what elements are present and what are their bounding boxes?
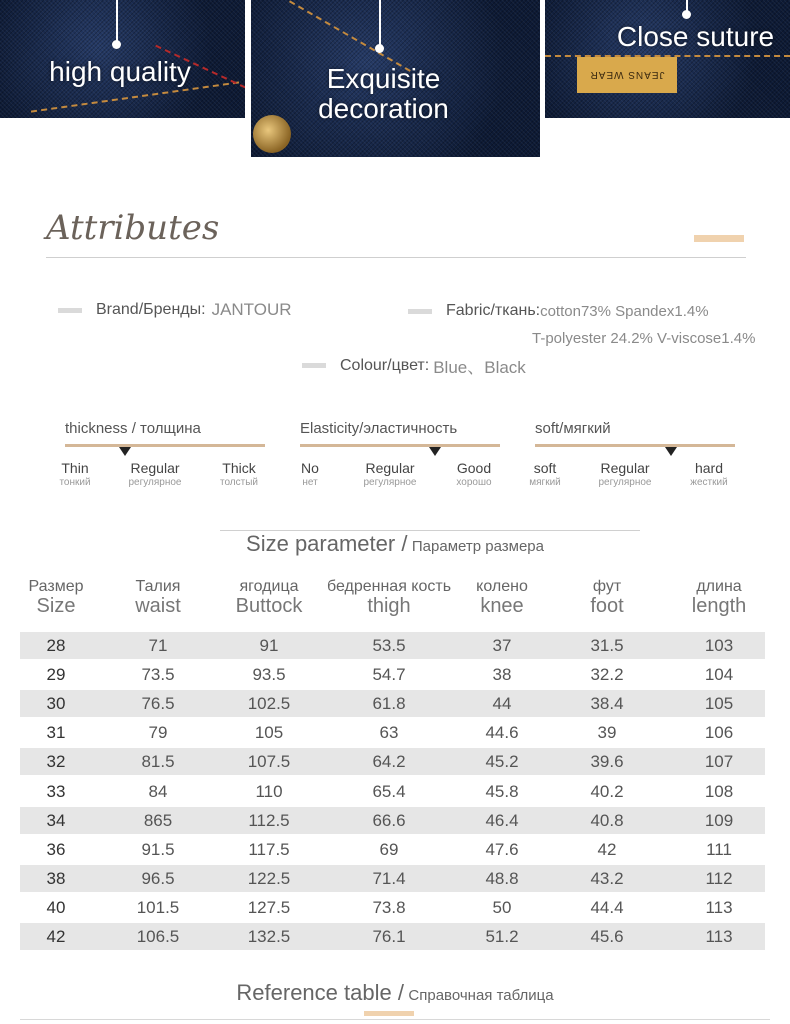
- table-cell: 65.4: [372, 781, 406, 801]
- scale-option-ru: нет: [302, 477, 318, 488]
- table-cell: 108: [704, 781, 734, 801]
- table-row: [20, 836, 765, 863]
- table-cell: 39.6: [590, 752, 624, 772]
- table-cell: 38: [492, 665, 512, 685]
- table-row: [20, 632, 765, 659]
- scale-option-en: Thin: [61, 460, 89, 476]
- scale-option-ru: регулярное: [363, 477, 417, 488]
- size-cell: 42: [46, 927, 66, 946]
- scale-marker-icon: [119, 447, 131, 456]
- table-row: [20, 719, 765, 746]
- scale-option-en: No: [301, 460, 319, 476]
- size-cell: 34: [46, 810, 66, 830]
- table-cell: 44.6: [485, 723, 519, 743]
- scale-option: [345, 460, 435, 488]
- size-cell: 29: [46, 665, 66, 685]
- scale-title: Elasticity/эластичность: [300, 420, 458, 437]
- table-cell: 122.5: [247, 868, 291, 888]
- table-cell: 69: [379, 839, 399, 859]
- table-cell: 76.5: [141, 694, 175, 714]
- scale-option-en: soft: [533, 460, 557, 476]
- reference-title-en: Reference table /: [236, 980, 404, 1005]
- table-cell: 106.5: [136, 927, 180, 946]
- scale-option-ru: толстый: [220, 477, 258, 488]
- column-header: [199, 578, 339, 618]
- table-cell: 40.8: [590, 810, 624, 830]
- table-cell: 38.4: [590, 694, 624, 714]
- table-cell: 105: [704, 694, 734, 714]
- column-header-ru: бедренная кость: [326, 578, 452, 595]
- scale-option-en: Regular: [365, 460, 415, 476]
- table-cell: 47.6: [485, 839, 519, 859]
- bullet-dash: [58, 308, 82, 313]
- scale-marker-icon: [429, 447, 441, 456]
- table-cell: 93.5: [252, 665, 286, 685]
- table-cell: 40.2: [590, 781, 624, 801]
- attributes-heading: Attributes: [46, 208, 220, 248]
- table-cell: 112.5: [248, 810, 290, 830]
- divider: [46, 257, 746, 258]
- brand-value: JANTOUR: [211, 300, 292, 319]
- jeans-wear-patch: JEANS WEAR: [577, 57, 677, 93]
- fabric-value: cotton73% Spandex1.4%: [540, 302, 709, 320]
- table-cell: 51.2: [485, 927, 519, 946]
- brand-label: Brand/Бренды:: [96, 301, 206, 318]
- column-header-ru: длина: [696, 578, 742, 595]
- photo-caption: [271, 64, 496, 124]
- table-cell: 110: [255, 781, 283, 801]
- table-cell: 127.5: [247, 897, 291, 917]
- fabric-label: Fabric/ткань:: [446, 302, 541, 319]
- table-cell: 117.5: [248, 839, 290, 859]
- table-cell: 102.5: [247, 694, 291, 714]
- scale-3: [529, 420, 735, 500]
- table-cell: 84: [148, 781, 168, 801]
- size-parameter-heading: [0, 531, 790, 557]
- table-row: [20, 778, 765, 805]
- table-cell: 46.4: [485, 810, 519, 830]
- table-cell: 104: [704, 665, 734, 685]
- table-cell: 96.5: [141, 868, 175, 888]
- table-cell: 42: [597, 839, 617, 859]
- table-cell: 44: [492, 694, 512, 714]
- scale-option-en: Regular: [600, 460, 650, 476]
- table-cell: 91: [259, 636, 279, 655]
- table-cell: 79: [148, 723, 168, 743]
- column-header-en: waist: [135, 595, 181, 617]
- bullet-dash: [408, 309, 432, 314]
- scale-option: [500, 460, 590, 488]
- table-cell: 31.5: [590, 636, 624, 655]
- column-header-ru: колено: [476, 578, 528, 595]
- table-row: [20, 748, 765, 775]
- table-cell: 45.8: [485, 781, 519, 801]
- reference-table-heading: [0, 980, 790, 1006]
- column-header-ru: Талия: [135, 578, 181, 595]
- scale-title: soft/мягкий: [535, 420, 611, 437]
- scale-line: [65, 444, 265, 447]
- table-cell: 64.2: [372, 752, 406, 772]
- table-cell: 45.6: [590, 927, 624, 946]
- column-header-en: Buttock: [235, 595, 303, 617]
- table-row: [20, 807, 765, 834]
- column-header: [649, 578, 789, 618]
- brand-row: [58, 300, 292, 320]
- table-cell: 111: [706, 839, 732, 859]
- size-cell: 38: [46, 868, 66, 888]
- table-row: [20, 865, 765, 892]
- table-cell: 66.6: [372, 810, 406, 830]
- table-cell: 105: [254, 723, 284, 743]
- scale-line: [300, 444, 500, 447]
- divider: [20, 1019, 770, 1020]
- heading-accent: [364, 1011, 414, 1016]
- size-cell: 30: [46, 694, 66, 714]
- scale-option-en: Good: [456, 460, 492, 476]
- column-header-ru: ягодица: [239, 578, 299, 595]
- size-title-en: Size parameter /: [246, 531, 408, 556]
- scale-2: [300, 420, 500, 500]
- table-cell: 71: [148, 636, 168, 655]
- table-cell: 107: [704, 752, 734, 772]
- photo-caption: high quality: [49, 56, 191, 87]
- scale-option: [30, 460, 120, 488]
- size-cell: 31: [46, 723, 66, 743]
- scale-option: [580, 460, 670, 488]
- size-cell: 32: [46, 752, 66, 772]
- scale-title: thickness / толщина: [65, 420, 201, 437]
- heading-accent: [694, 235, 744, 242]
- table-cell: 48.8: [485, 868, 519, 888]
- scale-option-en: hard: [694, 460, 724, 476]
- colour-value: Blue、Black: [433, 358, 526, 377]
- scale-option-ru: регулярное: [128, 477, 182, 488]
- table-cell: 50: [492, 897, 512, 917]
- table-cell: 73.8: [372, 897, 406, 917]
- table-row: [20, 690, 765, 717]
- column-header-en: foot: [590, 595, 624, 617]
- scale-1: [59, 420, 265, 500]
- table-cell: 44.4: [590, 897, 624, 917]
- table-cell: 109: [704, 810, 734, 830]
- photo-close-suture: [545, 0, 790, 118]
- table-cell: 37: [492, 636, 512, 655]
- column-header-ru: фут: [592, 578, 622, 595]
- table-cell: 39: [597, 723, 617, 743]
- size-cell: 28: [46, 636, 66, 655]
- scale-option-ru: хорошо: [456, 477, 492, 488]
- table-cell: 61.8: [372, 694, 406, 714]
- table-cell: 113: [705, 927, 733, 946]
- table-cell: 107.5: [247, 752, 291, 772]
- table-cell: 81.5: [141, 752, 175, 772]
- table-cell: 106: [704, 723, 734, 743]
- scale-option: [265, 460, 355, 488]
- caption-line-1: Exquisite: [326, 63, 441, 94]
- column-header-en: Size: [36, 595, 76, 617]
- bullet-dash: [302, 363, 326, 368]
- table-row: [20, 923, 765, 950]
- table-cell: 76.1: [372, 927, 406, 946]
- scale-line: [535, 444, 735, 447]
- table-cell: 71.4: [372, 868, 406, 888]
- scale-option-en: Regular: [130, 460, 180, 476]
- table-cell: 63: [379, 723, 399, 743]
- scale-option-en: Thick: [222, 460, 256, 476]
- size-cell: 36: [46, 839, 66, 859]
- table-cell: 54.7: [372, 665, 406, 685]
- colour-label: Colour/цвет:: [340, 356, 430, 374]
- size-cell: 33: [46, 781, 66, 801]
- table-cell: 132.5: [247, 927, 291, 946]
- scale-option-ru: жесткий: [690, 477, 728, 488]
- fabric-row: [408, 302, 709, 320]
- fabric-value-line-2: T-polyester 24.2% V-viscose1.4%: [532, 330, 756, 347]
- column-header-en: knee: [480, 595, 524, 617]
- table-cell: 43.2: [590, 868, 624, 888]
- reference-title-ru: Справочная таблица: [408, 987, 554, 1004]
- table-cell: 112: [705, 868, 733, 888]
- scale-marker-icon: [665, 447, 677, 456]
- column-header-en: thigh: [367, 595, 411, 617]
- table-cell: 113: [705, 897, 733, 917]
- scale-option: [664, 460, 754, 488]
- table-cell: 101.5: [136, 897, 180, 917]
- scale-option-ru: регулярное: [598, 477, 652, 488]
- photo-band: [0, 0, 790, 160]
- table-cell: 53.5: [372, 636, 406, 655]
- photo-exquisite-decoration: [251, 0, 540, 157]
- caption-line-2: decoration: [318, 93, 449, 124]
- colour-row: [302, 353, 526, 378]
- size-cell: 40: [46, 897, 66, 917]
- table-cell: 865: [143, 810, 173, 830]
- column-header-en: length: [691, 595, 747, 617]
- scale-option-ru: мягкий: [529, 477, 561, 488]
- table-row: [20, 661, 765, 688]
- table-cell: 103: [704, 636, 734, 655]
- scale-option-ru: тонкий: [59, 477, 91, 488]
- size-title-ru: Параметр размера: [411, 538, 544, 555]
- column-header-ru: Размер: [28, 578, 84, 595]
- photo-caption: Close suture: [616, 21, 775, 52]
- table-cell: 73.5: [141, 665, 175, 685]
- photo-high-quality: [0, 0, 245, 118]
- table-cell: 32.2: [590, 665, 624, 685]
- table-cell: 91.5: [141, 839, 175, 859]
- scale-option: [110, 460, 200, 488]
- table-cell: 45.2: [485, 752, 519, 772]
- table-row: [20, 894, 765, 921]
